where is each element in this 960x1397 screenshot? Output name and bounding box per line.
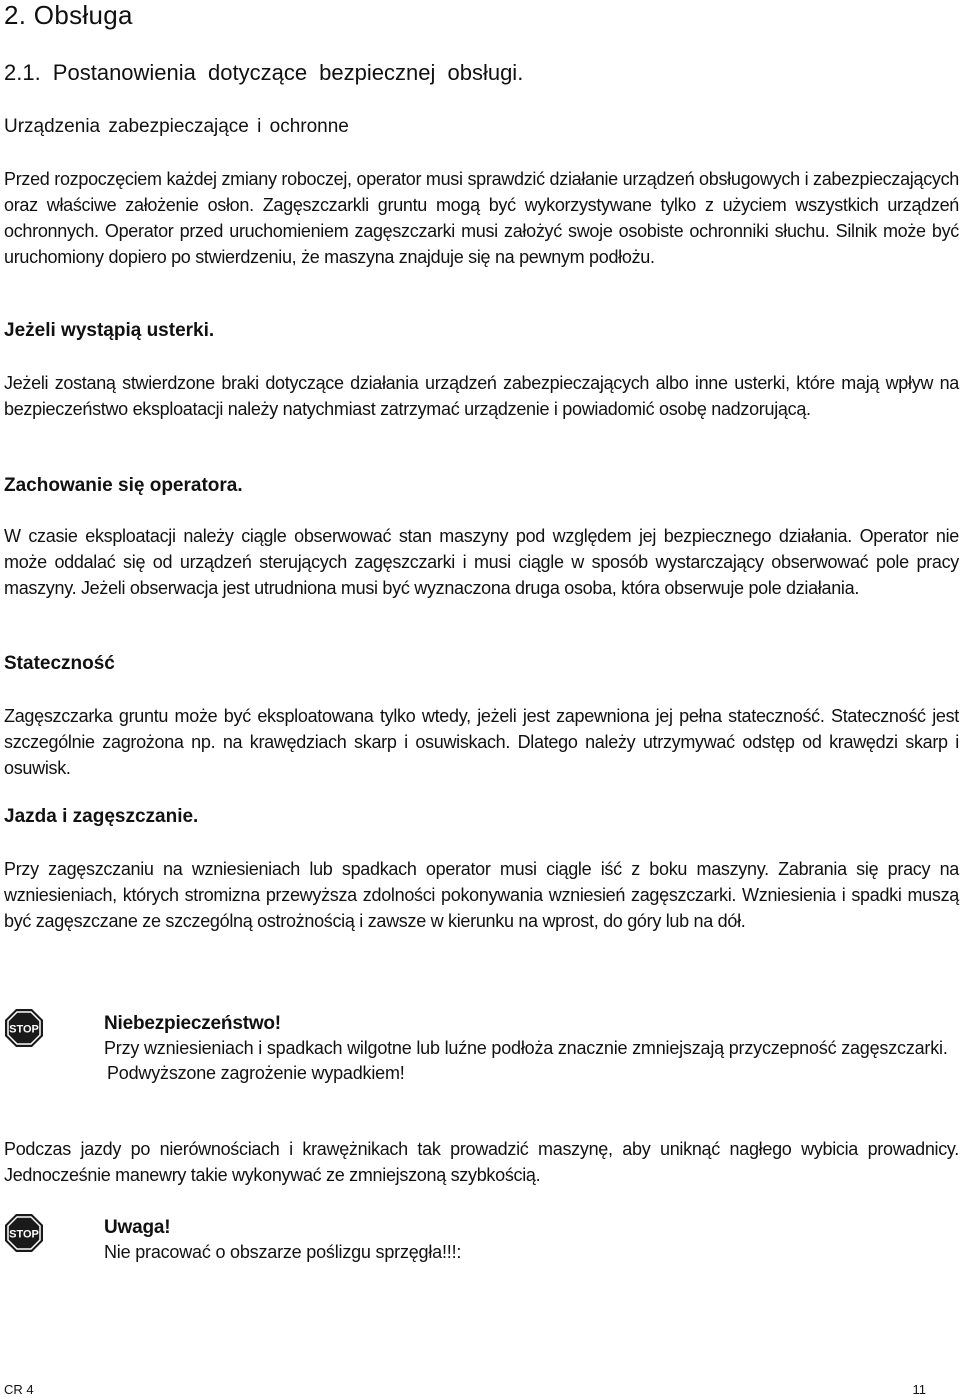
heading-faults: Jeżeli wystąpią usterki. (4, 320, 215, 341)
warning-caution (104, 1215, 960, 1265)
warning-caution-title: Uwaga! (104, 1217, 171, 1238)
warning-danger (104, 1011, 960, 1086)
paragraph-faults: Jeżeli zostaną stwierdzone braki dotyczące działania urządzeń zabezpieczających albo inne usterki, które mają wpływ na bezpieczeństwo eksploatacji należy natychmiast zatrzymać urządzenie i powiadomić osobę nadzorującą. (4, 373, 959, 419)
heading-stability: Stateczność (4, 653, 115, 674)
stop-sign-label: STOP (9, 1228, 39, 1241)
heading-operator-behaviour: Zachowanie się operatora. (4, 475, 243, 496)
heading-safety-devices: Urządzenia zabezpieczające i ochronne (4, 116, 349, 137)
warning-danger-text: Przy wzniesieniach i spadkach wilgotne lub luźne podłoża znacznie zmniejszają przyczepność zagęszczarki. (104, 1038, 948, 1058)
paragraph-safety-devices: Przed rozpoczęciem każdej zmiany roboczej, operator musi sprawdzić działanie urządzeń obsługowych i zabezpieczających oraz właściwe założenie osłon. Zagęszczarkli gruntu mogą być wykorzystywane tylko z użyciem wszystkich urządzeń ochronnych. Operator przed uruchomieniem zagęszczarki musi założyć swoje osobiste ochronniki słuchu. Silnik może być uruchomiony dopiero po stwierdzeniu, że maszyna znajduje się na pewnym podłożu. (4, 169, 959, 267)
section-title: 2. Obsługa (4, 0, 133, 30)
warning-danger-emphasis: Podwyższone zagrożenie wypadkiem! (107, 1063, 405, 1083)
footer-model: CR 4 (4, 1382, 34, 1397)
stop-sign-icon (4, 1213, 44, 1253)
warning-caution-text: Nie pracować o obszarze poślizgu sprzęgła!!!: (104, 1242, 462, 1262)
paragraph-uneven-ground: Podczas jazdy po nierównościach i krawężnikach tak prowadzić maszynę, aby uniknąć nagłego wybicia prowadnicy. Jednocześnie manewry takie wykonywać ze zmniejszoną szybkością. (4, 1139, 959, 1185)
warning-danger-title: Niebezpieczeństwo! (104, 1013, 281, 1034)
stop-sign-icon (4, 1008, 44, 1048)
paragraph-operator-behaviour: W czasie eksploatacji należy ciągle obserwować stan maszyny pod względem jej bezpiecznego działania. Operator nie może oddalać się od urządzeń sterujących zagęszczarki i musi ciągle w sposób wystarczający obserwować pole pracy maszyny. Jeżeli obserwacja jest utrudniona musi być wyznaczona druga osoba, która obserwuje pole działania. (4, 526, 959, 598)
paragraph-stability: Zagęszczarka gruntu może być eksploatowana tylko wtedy, jeżeli jest zapewniona jej pełna stateczność. Stateczność jest szczególnie zagrożona np. na krawędziach skarp i osuwiskach. Dlatego należy utrzymywać odstęp od krawędzi skarp i osuwisk. (4, 706, 959, 778)
heading-driving-compacting: Jazda i zagęszczanie. (4, 806, 199, 827)
stop-sign-label: STOP (9, 1023, 39, 1036)
paragraph-driving-compacting: Przy zagęszczaniu na wzniesieniach lub spadkach operator musi ciągle iść z boku maszyny. Zabrania się pracy na wzniesieniach, których stromizna przewyższa zdolności pokonywania wzniesień zagęszczarki. Wzniesienia i spadki muszą być zagęszczane ze szczególną ostrożnością i zawsze w kierunku na wprost, do góry lub na dół. (4, 859, 959, 931)
subsection-title: 2.1. Postanowienia dotyczące bezpiecznej obsługi. (4, 60, 524, 85)
footer-page-number: 11 (912, 1382, 926, 1397)
